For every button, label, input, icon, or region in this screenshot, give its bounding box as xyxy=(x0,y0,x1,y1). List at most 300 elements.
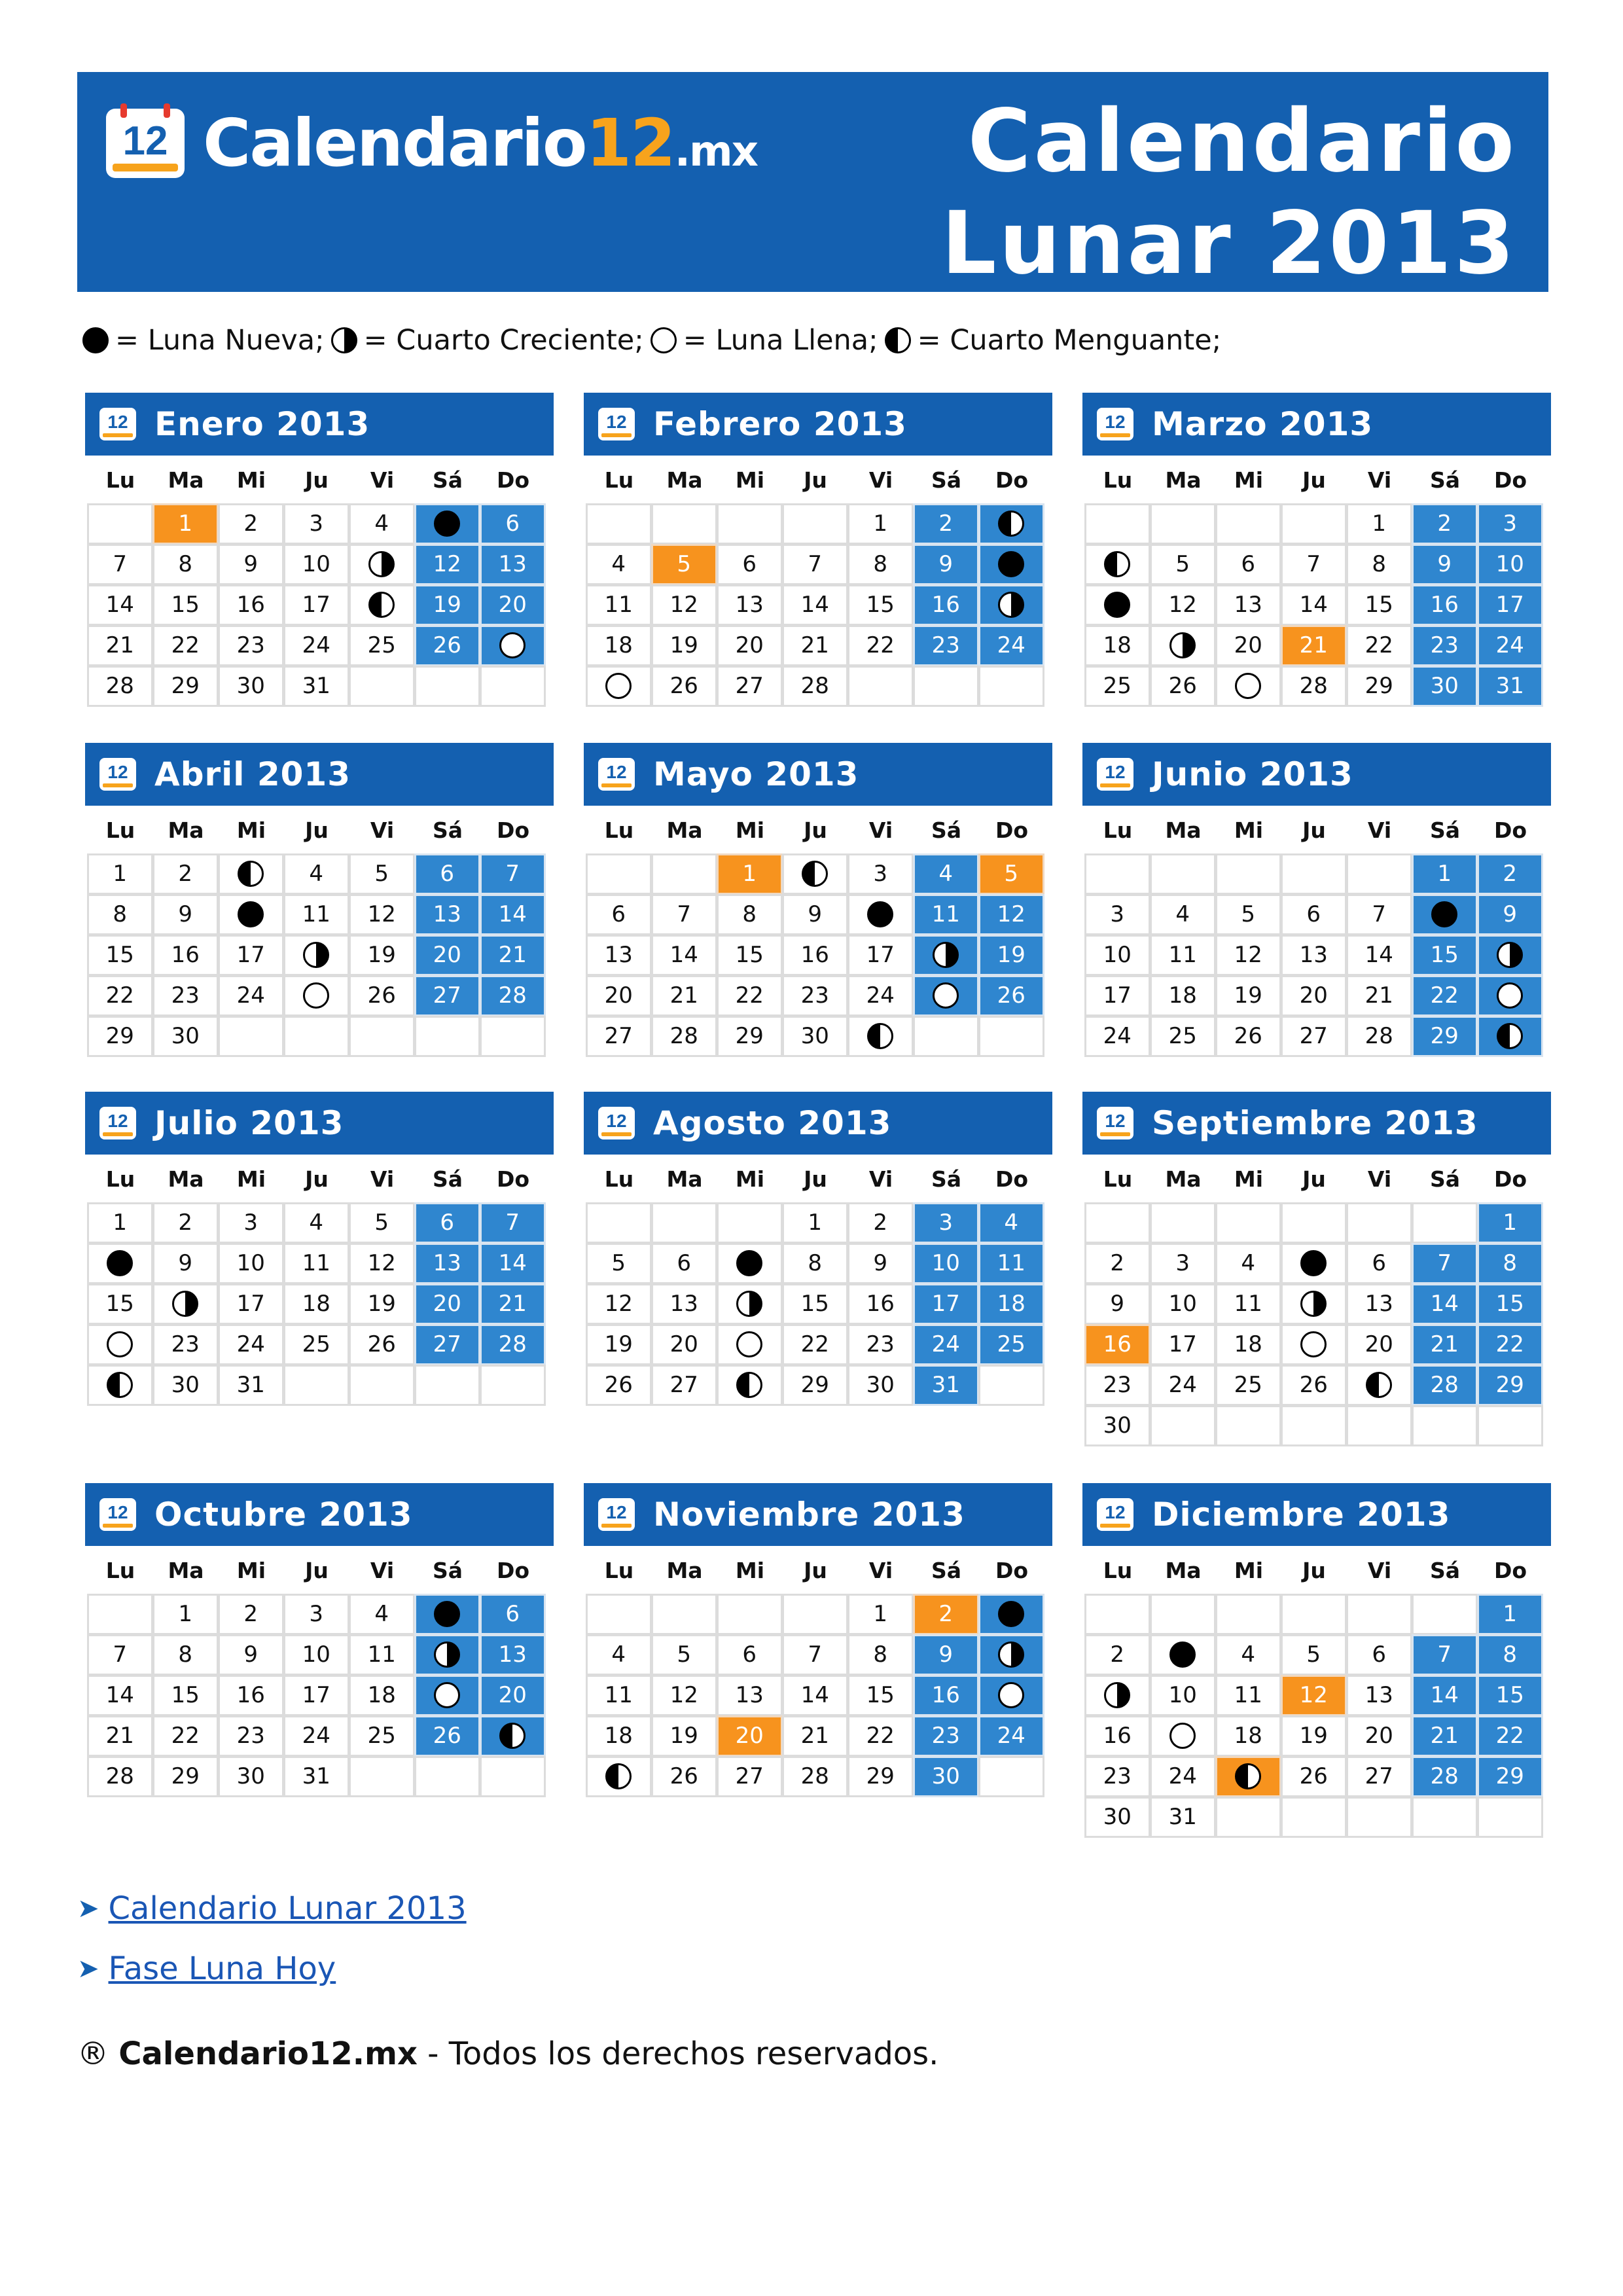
weekday-header xyxy=(584,1155,1052,1203)
day-cell: 7 xyxy=(1412,1634,1478,1676)
day-cell: 7 xyxy=(480,853,546,895)
day-cell: 6 xyxy=(1346,1243,1413,1285)
day-cell: 26 xyxy=(1150,666,1217,708)
weekday-label: Sá xyxy=(432,467,463,493)
empty-cell xyxy=(283,1365,350,1407)
day-cell xyxy=(1477,1016,1544,1058)
empty-cell xyxy=(349,1756,416,1798)
day-cell: 5 xyxy=(1281,1634,1347,1676)
day-cell: 26 xyxy=(414,1715,481,1757)
empty-cell xyxy=(1281,503,1347,545)
day-cell: 6 xyxy=(414,853,481,895)
day-cell: 14 xyxy=(1412,1675,1478,1717)
day-cell: 16 xyxy=(1084,1324,1151,1366)
empty-cell xyxy=(1215,1405,1282,1447)
new-moon-icon xyxy=(107,1250,133,1276)
calendar-icon: 12 xyxy=(99,1498,136,1531)
weekday-label: Sá xyxy=(931,1166,962,1192)
day-cell: 6 xyxy=(651,1243,718,1285)
day-cell xyxy=(1084,1675,1151,1717)
weekday-label: Mi xyxy=(1234,1557,1264,1583)
days-grid xyxy=(85,854,554,1057)
weekday-label: Do xyxy=(496,817,530,843)
day-cell: 13 xyxy=(717,584,783,626)
day-cell: 21 xyxy=(1412,1324,1478,1366)
weekday-label: Mi xyxy=(236,1557,266,1583)
day-cell: 25 xyxy=(283,1324,350,1366)
day-cell: 19 xyxy=(978,935,1045,977)
day-cell: 25 xyxy=(349,625,416,667)
day-cell: 4 xyxy=(586,1634,652,1676)
day-cell xyxy=(218,894,285,936)
day-cell: 26 xyxy=(1281,1365,1347,1407)
first-quarter-icon xyxy=(368,551,395,577)
weekday-header xyxy=(584,806,1052,854)
month-calendar xyxy=(1082,1483,1551,1838)
day-cell: 6 xyxy=(480,503,546,545)
day-cell: 18 xyxy=(978,1283,1045,1325)
day-cell: 7 xyxy=(87,544,154,586)
weekday-header xyxy=(1082,806,1551,854)
month-title: Mayo 2013 xyxy=(653,755,859,793)
day-cell: 13 xyxy=(586,935,652,977)
day-cell: 26 xyxy=(1281,1756,1347,1798)
day-cell: 28 xyxy=(782,666,849,708)
day-cell: 19 xyxy=(1281,1715,1347,1757)
empty-cell xyxy=(414,1016,481,1058)
day-cell: 25 xyxy=(1084,666,1151,708)
day-cell xyxy=(1150,625,1217,667)
day-cell: 2 xyxy=(218,503,285,545)
day-cell: 21 xyxy=(87,1715,154,1757)
day-cell: 8 xyxy=(152,1634,219,1676)
weekday-header xyxy=(85,806,554,854)
day-cell xyxy=(978,1594,1045,1636)
month-calendar xyxy=(584,1483,1052,1797)
links-list xyxy=(77,1878,467,1999)
last-quarter-icon xyxy=(1497,1023,1523,1049)
weekday-label: Ju xyxy=(305,1557,329,1583)
last-quarter-icon xyxy=(885,327,911,353)
day-cell: 26 xyxy=(651,666,718,708)
weekday-label: Lu xyxy=(604,1166,634,1192)
day-cell: 20 xyxy=(586,975,652,1017)
weekday-label: Vi xyxy=(868,467,893,493)
day-cell: 10 xyxy=(1477,544,1544,586)
day-cell: 10 xyxy=(1150,1283,1217,1325)
day-cell: 24 xyxy=(1150,1365,1217,1407)
days-grid xyxy=(584,504,1052,707)
empty-cell xyxy=(586,1202,652,1244)
weekday-label: Ma xyxy=(168,467,204,493)
day-cell: 11 xyxy=(283,894,350,936)
weekday-label: Ju xyxy=(305,817,329,843)
weekday-label: Do xyxy=(995,817,1029,843)
day-cell: 2 xyxy=(218,1594,285,1636)
weekday-label: Ju xyxy=(1302,467,1326,493)
empty-cell xyxy=(480,1756,546,1798)
last-quarter-icon xyxy=(1104,551,1130,577)
day-cell: 15 xyxy=(1477,1675,1544,1717)
weekday-label: Mi xyxy=(1234,467,1264,493)
day-cell xyxy=(586,1756,652,1798)
weekday-label: Vi xyxy=(370,1557,395,1583)
day-cell: 4 xyxy=(283,1202,350,1244)
day-cell: 11 xyxy=(283,1243,350,1285)
day-cell xyxy=(1281,1243,1347,1285)
day-cell: 28 xyxy=(782,1756,849,1798)
empty-cell xyxy=(978,1016,1045,1058)
weekday-label: Vi xyxy=(370,1166,395,1192)
day-cell xyxy=(152,1283,219,1325)
day-cell: 1 xyxy=(847,503,914,545)
day-cell: 19 xyxy=(349,1283,416,1325)
full-moon-icon xyxy=(434,1682,460,1708)
empty-cell xyxy=(1281,1797,1347,1839)
month-header xyxy=(1082,743,1551,806)
weekday-label: Vi xyxy=(1367,1557,1392,1583)
calendar-icon: 12 xyxy=(1097,758,1133,791)
day-cell xyxy=(1346,1365,1413,1407)
day-cell: 2 xyxy=(152,1202,219,1244)
weekday-header xyxy=(1082,1546,1551,1594)
day-cell: 10 xyxy=(283,1634,350,1676)
full-moon-icon xyxy=(1235,673,1261,699)
day-cell: 1 xyxy=(1412,853,1478,895)
weekday-label: Ma xyxy=(1165,467,1202,493)
calendar-icon: 12 xyxy=(1097,408,1133,440)
calendar-logo-icon: 12 xyxy=(106,109,185,178)
day-cell: 20 xyxy=(414,1283,481,1325)
day-cell: 16 xyxy=(1412,584,1478,626)
empty-cell xyxy=(414,666,481,708)
day-cell: 18 xyxy=(1215,1715,1282,1757)
empty-cell xyxy=(586,503,652,545)
day-cell xyxy=(1215,1756,1282,1798)
weekday-label: Sá xyxy=(1429,1557,1461,1583)
empty-cell xyxy=(1477,1797,1544,1839)
day-cell: 17 xyxy=(847,935,914,977)
full-moon-icon xyxy=(605,673,632,699)
day-cell xyxy=(414,503,481,545)
empty-cell xyxy=(349,1365,416,1407)
day-cell: 10 xyxy=(218,1243,285,1285)
day-cell: 2 xyxy=(913,503,980,545)
day-cell: 5 xyxy=(651,544,718,586)
first-quarter-icon xyxy=(331,327,357,353)
day-cell: 13 xyxy=(414,894,481,936)
month-header xyxy=(1082,1092,1551,1155)
day-cell: 11 xyxy=(349,1634,416,1676)
day-cell: 9 xyxy=(218,544,285,586)
day-cell: 12 xyxy=(978,894,1045,936)
link-row-fase xyxy=(77,1939,467,1999)
calendar-icon: 12 xyxy=(99,408,136,440)
day-cell: 14 xyxy=(480,894,546,936)
days-grid xyxy=(85,504,554,707)
day-cell: 13 xyxy=(1215,584,1282,626)
arrow-right-icon: ➤ xyxy=(77,1893,99,1924)
weekday-label: Do xyxy=(496,1166,530,1192)
empty-cell xyxy=(847,666,914,708)
empty-cell xyxy=(1477,1405,1544,1447)
empty-cell xyxy=(349,1016,416,1058)
empty-cell xyxy=(1412,1202,1478,1244)
day-cell: 18 xyxy=(586,1715,652,1757)
day-cell: 9 xyxy=(847,1243,914,1285)
day-cell: 15 xyxy=(847,584,914,626)
day-cell: 5 xyxy=(586,1243,652,1285)
day-cell: 5 xyxy=(349,1202,416,1244)
empty-cell xyxy=(586,853,652,895)
day-cell: 30 xyxy=(913,1756,980,1798)
day-cell: 8 xyxy=(1477,1243,1544,1285)
day-cell: 28 xyxy=(651,1016,718,1058)
month-header xyxy=(1082,1483,1551,1546)
month-header xyxy=(85,1483,554,1546)
weekday-label: Do xyxy=(496,467,530,493)
day-cell: 19 xyxy=(414,584,481,626)
weekday-header xyxy=(85,1155,554,1203)
month-calendar xyxy=(584,1092,1052,1406)
empty-cell xyxy=(1346,853,1413,895)
day-cell: 7 xyxy=(1346,894,1413,936)
day-cell xyxy=(480,1715,546,1757)
weekday-label: Do xyxy=(1493,1557,1527,1583)
month-title: Marzo 2013 xyxy=(1152,405,1374,443)
day-cell: 14 xyxy=(782,1675,849,1717)
new-moon-icon xyxy=(1431,901,1457,927)
day-cell: 27 xyxy=(1346,1756,1413,1798)
day-cell: 30 xyxy=(1084,1797,1151,1839)
day-cell: 1 xyxy=(782,1202,849,1244)
day-cell: 29 xyxy=(717,1016,783,1058)
day-cell xyxy=(1281,1324,1347,1366)
weekday-label: Ma xyxy=(168,1557,204,1583)
day-cell xyxy=(414,1634,481,1676)
day-cell xyxy=(978,584,1045,626)
footer-copyright: ® Calendario12.mx - Todos los derechos reservados. xyxy=(77,2036,939,2072)
page-title: Calendario Lunar 2013 xyxy=(941,91,1517,294)
site-logo[interactable] xyxy=(106,105,757,181)
day-cell: 16 xyxy=(218,1675,285,1717)
day-cell: 28 xyxy=(1346,1016,1413,1058)
month-calendar xyxy=(85,743,554,1057)
day-cell: 23 xyxy=(782,975,849,1017)
days-grid xyxy=(1082,1594,1551,1838)
day-cell xyxy=(1215,666,1282,708)
day-cell: 15 xyxy=(152,584,219,626)
day-cell xyxy=(1281,1283,1347,1325)
empty-cell xyxy=(480,1365,546,1407)
link-fase-luna-hoy[interactable]: Fase Luna Hoy xyxy=(108,1950,336,1987)
month-header xyxy=(85,1092,554,1155)
link-row-lunar xyxy=(77,1878,467,1939)
day-cell: 5 xyxy=(1215,894,1282,936)
day-cell: 19 xyxy=(349,935,416,977)
weekday-label: Ma xyxy=(168,1166,204,1192)
days-grid xyxy=(85,1203,554,1406)
empty-cell xyxy=(1281,1405,1347,1447)
day-cell: 13 xyxy=(480,544,546,586)
weekday-label: Mi xyxy=(735,817,765,843)
day-cell: 17 xyxy=(1084,975,1151,1017)
full-moon-icon xyxy=(933,982,959,1009)
day-cell: 9 xyxy=(913,1634,980,1676)
day-cell xyxy=(1084,544,1151,586)
day-cell xyxy=(978,503,1045,545)
weekday-label: Sá xyxy=(1429,817,1461,843)
day-cell: 11 xyxy=(1150,935,1217,977)
day-cell: 15 xyxy=(847,1675,914,1717)
weekday-label: Lu xyxy=(1103,467,1133,493)
day-cell: 18 xyxy=(1150,975,1217,1017)
month-calendar xyxy=(85,1092,554,1406)
day-cell: 25 xyxy=(349,1715,416,1757)
day-cell: 12 xyxy=(651,1675,718,1717)
day-cell: 3 xyxy=(913,1202,980,1244)
day-cell: 24 xyxy=(218,975,285,1017)
day-cell: 12 xyxy=(1150,584,1217,626)
empty-cell xyxy=(1281,1202,1347,1244)
empty-cell xyxy=(1412,1405,1478,1447)
day-cell: 9 xyxy=(218,1634,285,1676)
day-cell: 12 xyxy=(651,584,718,626)
day-cell: 28 xyxy=(87,666,154,708)
weekday-label: Ju xyxy=(1302,1166,1326,1192)
weekday-label: Mi xyxy=(236,817,266,843)
day-cell xyxy=(1477,935,1544,977)
day-cell: 30 xyxy=(152,1365,219,1407)
day-cell: 10 xyxy=(1084,935,1151,977)
day-cell: 21 xyxy=(1412,1715,1478,1757)
weekday-label: Lu xyxy=(1103,1166,1133,1192)
day-cell: 23 xyxy=(1412,625,1478,667)
empty-cell xyxy=(1346,1202,1413,1244)
day-cell: 21 xyxy=(651,975,718,1017)
day-cell xyxy=(717,1283,783,1325)
day-cell xyxy=(978,544,1045,586)
day-cell: 8 xyxy=(717,894,783,936)
day-cell: 8 xyxy=(847,544,914,586)
day-cell: 26 xyxy=(586,1365,652,1407)
last-quarter-icon xyxy=(736,1372,762,1398)
days-grid xyxy=(85,1594,554,1797)
day-cell: 7 xyxy=(651,894,718,936)
day-cell: 20 xyxy=(480,1675,546,1717)
day-cell: 29 xyxy=(152,666,219,708)
empty-cell xyxy=(1215,503,1282,545)
weekday-label: Ma xyxy=(1165,817,1202,843)
weekday-label: Ju xyxy=(1302,817,1326,843)
day-cell: 2 xyxy=(1084,1243,1151,1285)
day-cell: 23 xyxy=(847,1324,914,1366)
weekday-header xyxy=(584,456,1052,504)
first-quarter-icon xyxy=(1169,632,1196,658)
new-moon-icon xyxy=(82,327,109,353)
page-header xyxy=(77,72,1548,292)
day-cell xyxy=(349,584,416,626)
day-cell: 14 xyxy=(1281,584,1347,626)
empty-cell xyxy=(283,1016,350,1058)
day-cell: 27 xyxy=(717,1756,783,1798)
day-cell: 29 xyxy=(1412,1016,1478,1058)
weekday-label: Lu xyxy=(604,1557,634,1583)
day-cell: 16 xyxy=(847,1283,914,1325)
new-moon-icon xyxy=(238,901,264,927)
day-cell: 21 xyxy=(480,1283,546,1325)
weekday-label: Do xyxy=(995,467,1029,493)
weekday-label: Ma xyxy=(666,817,703,843)
weekday-label: Sá xyxy=(432,817,463,843)
weekday-label: Ma xyxy=(666,1557,703,1583)
day-cell xyxy=(913,935,980,977)
day-cell: 23 xyxy=(152,975,219,1017)
day-cell: 21 xyxy=(782,1715,849,1757)
weekday-label: Ju xyxy=(305,467,329,493)
day-cell: 4 xyxy=(913,853,980,895)
empty-cell xyxy=(717,1202,783,1244)
empty-cell xyxy=(1281,1594,1347,1636)
day-cell: 30 xyxy=(847,1365,914,1407)
day-cell: 12 xyxy=(1215,935,1282,977)
day-cell: 9 xyxy=(152,894,219,936)
day-cell: 10 xyxy=(283,544,350,586)
day-cell: 29 xyxy=(1477,1756,1544,1798)
day-cell: 18 xyxy=(1084,625,1151,667)
day-cell: 12 xyxy=(414,544,481,586)
calendar-icon: 12 xyxy=(598,408,635,440)
calendar-icon: 12 xyxy=(1097,1498,1133,1531)
weekday-header xyxy=(1082,456,1551,504)
weekday-label: Sá xyxy=(931,467,962,493)
day-cell: 7 xyxy=(782,544,849,586)
day-cell: 27 xyxy=(414,975,481,1017)
link-calendario-lunar[interactable]: Calendario Lunar 2013 xyxy=(108,1890,467,1927)
new-moon-icon xyxy=(1300,1250,1327,1276)
day-cell: 21 xyxy=(1281,625,1347,667)
day-cell: 27 xyxy=(414,1324,481,1366)
day-cell xyxy=(480,625,546,667)
day-cell: 6 xyxy=(1281,894,1347,936)
day-cell: 31 xyxy=(283,1756,350,1798)
empty-cell xyxy=(1346,1594,1413,1636)
weekday-label: Do xyxy=(1493,817,1527,843)
day-cell: 15 xyxy=(152,1675,219,1717)
day-cell: 24 xyxy=(218,1324,285,1366)
day-cell: 30 xyxy=(1084,1405,1151,1447)
day-cell: 22 xyxy=(1477,1324,1544,1366)
day-cell: 4 xyxy=(1150,894,1217,936)
empty-cell xyxy=(1150,1405,1217,1447)
empty-cell xyxy=(651,1202,718,1244)
day-cell: 29 xyxy=(152,1756,219,1798)
day-cell: 14 xyxy=(87,584,154,626)
month-calendar xyxy=(584,743,1052,1057)
day-cell: 31 xyxy=(283,666,350,708)
first-quarter-icon xyxy=(1104,1682,1130,1708)
day-cell xyxy=(283,975,350,1017)
days-grid xyxy=(1082,1203,1551,1446)
day-cell xyxy=(1150,1715,1217,1757)
day-cell: 24 xyxy=(847,975,914,1017)
day-cell: 4 xyxy=(283,853,350,895)
empty-cell xyxy=(586,1594,652,1636)
new-moon-icon xyxy=(434,1601,460,1627)
weekday-label: Lu xyxy=(604,467,634,493)
day-cell: 24 xyxy=(1084,1016,1151,1058)
day-cell: 1 xyxy=(1477,1202,1544,1244)
